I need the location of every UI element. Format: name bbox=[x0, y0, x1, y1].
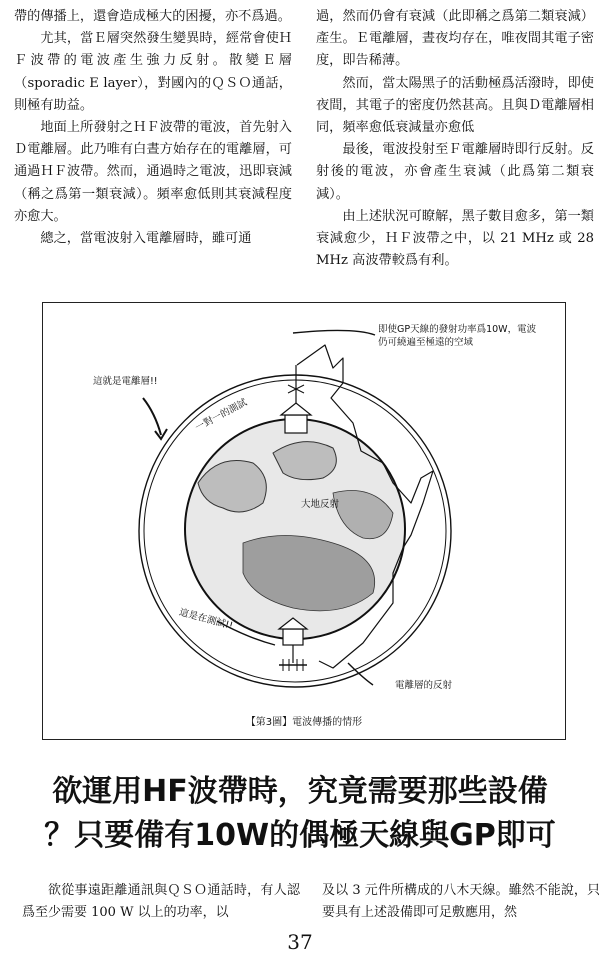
right-paragraph-4: 由上述狀況可瞭解，黑子數目愈多，第一類衰減愈少，ＨＦ波帶之中，以 21 MHz 或 28 MHz 高波帶較爲有利。 bbox=[316, 208, 594, 269]
headline-line-2: ？只要備有10W的偶極天線與GP即可 bbox=[44, 818, 556, 853]
label-gp-power: 即使GP天線的發射功率爲10W，電波仍可繞遍至極遠的空域 bbox=[378, 324, 537, 348]
left-paragraph-1: 帶的傳播上，還會造成極大的困擾，亦不爲過。 bbox=[14, 9, 291, 24]
bottom-left-column bbox=[22, 880, 300, 924]
house-top bbox=[285, 415, 307, 433]
bottom-right-paragraph: 及以 3 元件所構成的八木天線。雖然不能說，只要具有上述設備即可足敷應用，然 bbox=[322, 883, 600, 920]
propagation-illustration bbox=[43, 303, 564, 738]
right-paragraph-1: 過，然而仍會有衰減（此即稱之爲第二類衰減）產生。Ｅ電離層，晝夜均存在，唯夜間其電子密度，即告稀薄。 bbox=[316, 9, 594, 69]
label-testing: 這是在測試!! bbox=[177, 606, 234, 632]
page-number: 37 bbox=[287, 930, 313, 954]
label-ground-reflection: 大地反射 bbox=[301, 499, 340, 510]
bottom-left-paragraph: 欲從事遠距離通訊與ＱＳＯ通話時，有人認爲至少需要 100 W 以上的功率，以 bbox=[22, 883, 300, 920]
headline-line-1: 欲運用HF波帶時，究竟需要那些設備 bbox=[52, 774, 548, 809]
left-paragraph-4: 總之，當電波射入電離層時，雖可通 bbox=[40, 231, 252, 247]
house-bottom bbox=[283, 629, 303, 645]
label-one-to-one-test: 一對一的測試 bbox=[193, 397, 249, 434]
arrow-to-ionosphere bbox=[143, 398, 161, 435]
left-column bbox=[14, 6, 292, 250]
arrow-to-gp-label bbox=[293, 330, 375, 335]
figure-3 bbox=[42, 302, 566, 740]
left-paragraph-3: 地面上所發射之ＨＦ波帶的電波，首先射入Ｄ電離層。此乃唯有白晝方始存在的電離層，可通過ＨＦ波帶。然而，通過時之電波，迅即衰減（稱之爲第一類衰減）。頻率愈低則其衰減程度亦愈大。 bbox=[14, 120, 292, 224]
left-paragraph-2: 尤其，當Ｅ層突然發生變異時，經常會使ＨＦ波帶的電波產生強力反射。散變Ｅ層（sporadic E layer），對國內的ＱＳＯ通話，則極有助益。 bbox=[14, 31, 292, 113]
right-paragraph-2: 然而，當太陽黑子的活動極爲活潑時，即使夜間，其電子的密度仍然甚高。且與Ｄ電離層相同，頻率愈低衰減量亦愈低 bbox=[316, 75, 594, 136]
bottom-right-column bbox=[322, 880, 600, 924]
figure-caption: 【第3圖】電波傳播的情形 bbox=[245, 717, 363, 728]
right-column bbox=[316, 6, 594, 272]
label-ionosphere-reflection: 電離層的反射 bbox=[395, 680, 453, 691]
right-paragraph-3: 最後，電波投射至Ｆ電離層時即行反射。反射後的電波，亦會產生衰減（此爲第二類衰減）。 bbox=[316, 142, 594, 202]
label-this-is-ionosphere: 這就是電離層!! bbox=[93, 376, 158, 387]
arrow-to-reflect-label bbox=[348, 663, 373, 685]
section-headline bbox=[0, 770, 600, 858]
